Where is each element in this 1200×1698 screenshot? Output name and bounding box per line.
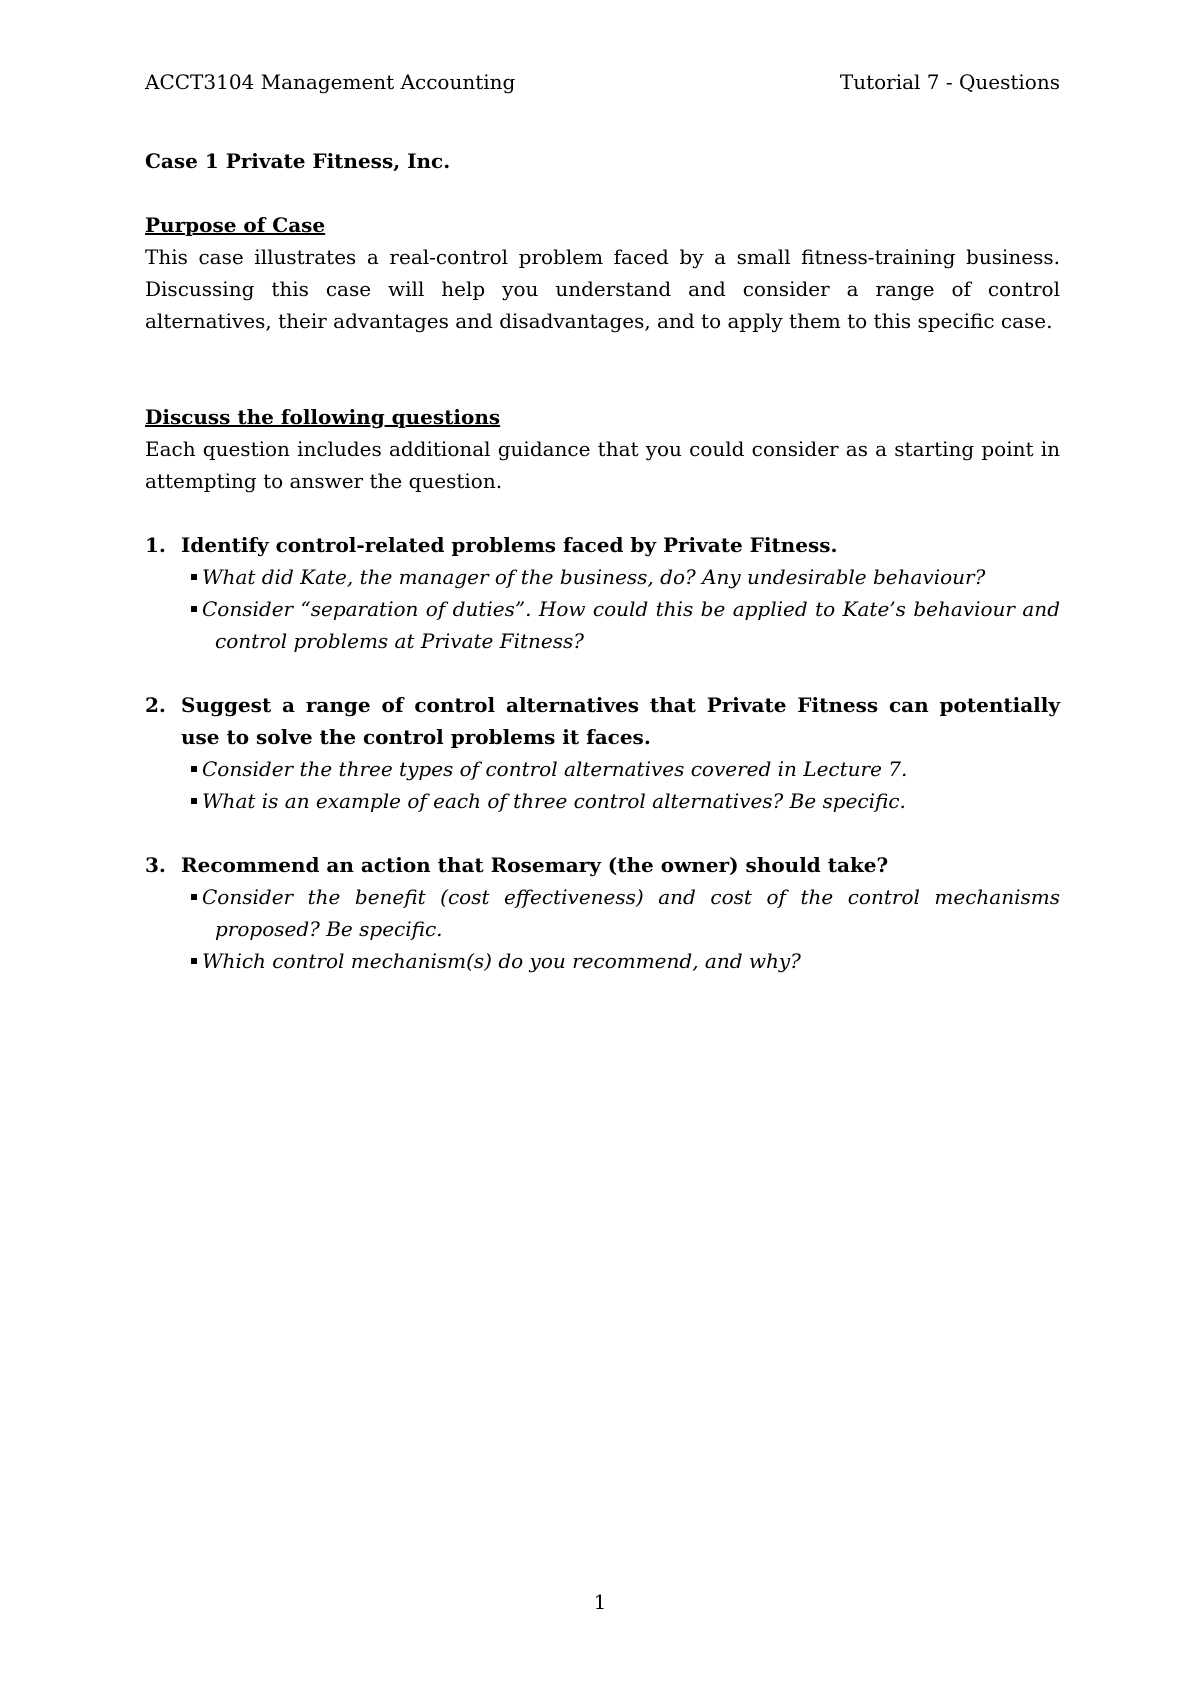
guidance-text: What is an example of each of three control alternatives? Be specific. [202,789,906,813]
guidance-bullet [181,881,1060,945]
guidance-text: Consider the benefit (cost effectiveness) and cost of the control mechanisms proposed? Be specific. [202,885,1060,941]
square-bullet-icon [191,574,197,580]
tutorial-title: Tutorial 7 - Questions [839,70,1060,94]
page-footer [0,1590,1200,1614]
document-body [145,145,1060,977]
discuss-text: Each question includes additional guidance that you could consider as a starting point in attempting to answer the question. [145,437,1060,493]
square-bullet-icon [191,958,197,964]
guidance-bullet [181,785,1060,817]
question-2 [145,689,1060,817]
question-number: 2. [145,693,166,717]
case-title: Case 1 Private Fitness, Inc. [145,149,451,173]
square-bullet-icon [191,766,197,772]
square-bullet-icon [191,606,197,612]
guidance-bullet [181,945,1060,977]
guidance-bullet [181,753,1060,785]
question-number: 3. [145,853,166,877]
question-text: Recommend an action that Rosemary (the owner) should take? [181,853,889,877]
question-text: Suggest a range of control alternatives that Private Fitness can potentially use to solve the control problems it faces. [181,693,1060,749]
guidance-bullet [181,593,1060,657]
guidance-text: Consider “separation of duties”. How could this be applied to Kate’s behaviour and control problems at Private Fitness? [202,597,1060,653]
discuss-heading: Discuss the following questions [145,405,501,429]
question-text: Identify control-related problems faced by Private Fitness. [181,533,838,557]
page-header [145,70,1060,100]
guidance-text: Which control mechanism(s) do you recommend, and why? [202,949,801,973]
purpose-text: This case illustrates a real-control problem faced by a small fitness-training business. Discussing this case will help you understand and consider a range of control alternatives, their advantages and disadvantages, and to apply them to this specific case. [145,245,1060,333]
guidance-bullet [181,561,1060,593]
guidance-text: What did Kate, the manager of the business, do? Any undesirable behaviour? [202,565,986,589]
purpose-heading: Purpose of Case [145,213,326,237]
question-3 [145,849,1060,977]
course-title: ACCT3104 Management Accounting [145,70,516,94]
question-number: 1. [145,533,166,557]
square-bullet-icon [191,894,197,900]
page-number: 1 [593,1590,607,1614]
square-bullet-icon [191,798,197,804]
guidance-text: Consider the three types of control alternatives covered in Lecture 7. [202,757,908,781]
question-1 [145,529,1060,657]
